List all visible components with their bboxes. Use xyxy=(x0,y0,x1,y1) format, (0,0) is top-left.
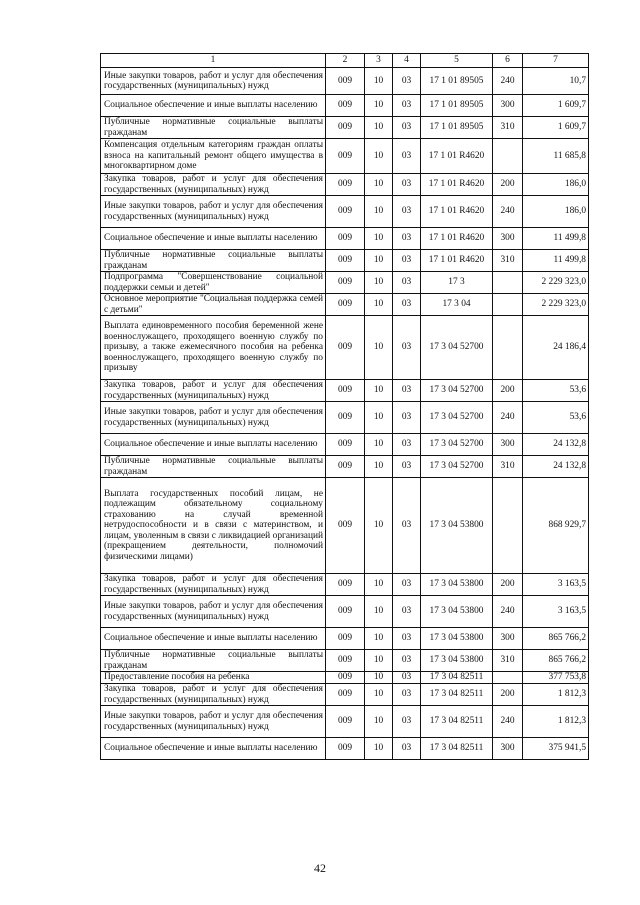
row-subsection-cell: 03 xyxy=(393,738,421,760)
row-grbs-cell: 009 xyxy=(326,68,365,95)
row-subsection-cell: 03 xyxy=(393,574,421,596)
row-expense-type-cell: 310 xyxy=(493,456,523,478)
row-expense-type-cell: 200 xyxy=(493,684,523,706)
row-expense-type-cell: 310 xyxy=(493,650,523,672)
row-section-cell: 10 xyxy=(365,316,393,380)
row-subsection-cell: 03 xyxy=(393,68,421,95)
row-subsection-cell: 03 xyxy=(393,117,421,139)
row-grbs-cell: 009 xyxy=(326,706,365,738)
row-section-cell: 10 xyxy=(365,738,393,760)
table-row xyxy=(101,434,589,456)
row-expense-type-cell: 240 xyxy=(493,402,523,434)
row-grbs-cell: 009 xyxy=(326,574,365,596)
row-expense-type-cell: 300 xyxy=(493,228,523,250)
row-subsection-cell: 03 xyxy=(393,139,421,174)
row-name-cell: Социальное обеспечение и иные выплаты населению xyxy=(101,738,326,760)
column-header: 3 xyxy=(365,54,393,68)
row-amount-cell: 186,0 xyxy=(523,196,589,228)
row-name-cell: Социальное обеспечение и иные выплаты населению xyxy=(101,95,326,117)
row-amount-cell: 1 812,3 xyxy=(523,706,589,738)
row-name-cell: Публичные нормативные социальные выплаты гражданам xyxy=(101,117,326,139)
row-subsection-cell: 03 xyxy=(393,228,421,250)
row-name-cell: Закупка товаров, работ и услуг для обеспечения государственных (муниципальных) нужд xyxy=(101,174,326,196)
table-row xyxy=(101,380,589,402)
row-name-cell: Выплата единовременного пособия беременной жене военнослужащего, проходящего военную службу по призыву, а также ежемесячного пособия на ребенка военнослужащего, проходящего военную службу по призыву xyxy=(101,316,326,380)
row-grbs-cell: 009 xyxy=(326,139,365,174)
column-header: 4 xyxy=(393,54,421,68)
row-grbs-cell: 009 xyxy=(326,272,365,294)
row-amount-cell: 865 766,2 xyxy=(523,650,589,672)
row-subsection-cell: 03 xyxy=(393,380,421,402)
table-row xyxy=(101,294,589,316)
row-target-article-cell: 17 3 04 82511 xyxy=(421,684,493,706)
row-amount-cell: 11 499,8 xyxy=(523,228,589,250)
table-row xyxy=(101,228,589,250)
page-number: 42 xyxy=(314,861,326,875)
row-grbs-cell: 009 xyxy=(326,250,365,272)
row-expense-type-cell xyxy=(493,478,523,574)
row-name-cell: Основное мероприятие "Социальная поддержка семей с детьми" xyxy=(101,294,326,316)
row-name-cell: Подпрограмма "Совершенствование социальной поддержки семьи и детей" xyxy=(101,272,326,294)
row-name-cell: Иные закупки товаров, работ и услуг для обеспечения государственных (муниципальных) нужд xyxy=(101,68,326,95)
row-target-article-cell: 17 1 01 89505 xyxy=(421,68,493,95)
row-section-cell: 10 xyxy=(365,139,393,174)
row-amount-cell: 24 132,8 xyxy=(523,456,589,478)
row-section-cell: 10 xyxy=(365,95,393,117)
row-subsection-cell: 03 xyxy=(393,316,421,380)
row-amount-cell: 24 186,4 xyxy=(523,316,589,380)
row-target-article-cell: 17 3 xyxy=(421,272,493,294)
row-amount-cell: 186,0 xyxy=(523,174,589,196)
row-name-cell: Закупка товаров, работ и услуг для обеспечения государственных (муниципальных) нужд xyxy=(101,380,326,402)
row-name-cell: Предоставление пособия на ребенка xyxy=(101,672,326,684)
row-section-cell: 10 xyxy=(365,250,393,272)
table-row xyxy=(101,316,589,380)
row-expense-type-cell xyxy=(493,672,523,684)
row-target-article-cell: 17 3 04 52700 xyxy=(421,434,493,456)
row-target-article-cell: 17 1 01 R4620 xyxy=(421,174,493,196)
row-grbs-cell: 009 xyxy=(326,684,365,706)
row-expense-type-cell: 300 xyxy=(493,434,523,456)
row-amount-cell: 2 229 323,0 xyxy=(523,294,589,316)
row-name-cell: Социальное обеспечение и иные выплаты населению xyxy=(101,434,326,456)
row-target-article-cell: 17 3 04 52700 xyxy=(421,380,493,402)
row-name-cell: Социальное обеспечение и иные выплаты населению xyxy=(101,228,326,250)
row-grbs-cell: 009 xyxy=(326,316,365,380)
row-section-cell: 10 xyxy=(365,272,393,294)
column-header: 2 xyxy=(326,54,365,68)
row-subsection-cell: 03 xyxy=(393,402,421,434)
row-name-cell: Публичные нормативные социальные выплаты гражданам xyxy=(101,650,326,672)
row-grbs-cell: 009 xyxy=(326,478,365,574)
row-target-article-cell: 17 1 01 R4620 xyxy=(421,139,493,174)
row-amount-cell: 1 812,3 xyxy=(523,684,589,706)
row-subsection-cell: 03 xyxy=(393,272,421,294)
row-subsection-cell: 03 xyxy=(393,250,421,272)
row-name-cell: Публичные нормативные социальные выплаты гражданам xyxy=(101,250,326,272)
row-grbs-cell: 009 xyxy=(326,628,365,650)
row-name-cell: Компенсация отдельным категориям граждан оплаты взноса на капитальный ремонт общего имущества в многоквартирном доме xyxy=(101,139,326,174)
row-amount-cell: 10,7 xyxy=(523,68,589,95)
row-grbs-cell: 009 xyxy=(326,174,365,196)
row-amount-cell: 1 609,7 xyxy=(523,95,589,117)
row-amount-cell: 2 229 323,0 xyxy=(523,272,589,294)
row-subsection-cell: 03 xyxy=(393,95,421,117)
row-expense-type-cell: 310 xyxy=(493,117,523,139)
row-expense-type-cell: 240 xyxy=(493,596,523,628)
row-subsection-cell: 03 xyxy=(393,596,421,628)
row-amount-cell: 375 941,5 xyxy=(523,738,589,760)
row-name-cell: Публичные нормативные социальные выплаты гражданам xyxy=(101,456,326,478)
row-amount-cell: 53,6 xyxy=(523,380,589,402)
row-section-cell: 10 xyxy=(365,196,393,228)
row-subsection-cell: 03 xyxy=(393,294,421,316)
row-grbs-cell: 009 xyxy=(326,456,365,478)
row-target-article-cell: 17 1 01 R4620 xyxy=(421,250,493,272)
row-target-article-cell: 17 3 04 53800 xyxy=(421,574,493,596)
table-row xyxy=(101,672,589,684)
row-subsection-cell: 03 xyxy=(393,628,421,650)
row-expense-type-cell xyxy=(493,139,523,174)
row-section-cell: 10 xyxy=(365,650,393,672)
row-amount-cell: 3 163,5 xyxy=(523,574,589,596)
row-grbs-cell: 009 xyxy=(326,596,365,628)
row-grbs-cell: 009 xyxy=(326,117,365,139)
row-target-article-cell: 17 3 04 53800 xyxy=(421,650,493,672)
row-expense-type-cell: 240 xyxy=(493,196,523,228)
row-target-article-cell: 17 3 04 82511 xyxy=(421,672,493,684)
table-header-row xyxy=(101,54,589,68)
row-expense-type-cell: 300 xyxy=(493,738,523,760)
row-target-article-cell: 17 3 04 52700 xyxy=(421,316,493,380)
row-expense-type-cell: 200 xyxy=(493,174,523,196)
row-expense-type-cell: 300 xyxy=(493,95,523,117)
row-target-article-cell: 17 3 04 53800 xyxy=(421,478,493,574)
row-amount-cell: 1 609,7 xyxy=(523,117,589,139)
row-subsection-cell: 03 xyxy=(393,672,421,684)
table-row xyxy=(101,68,589,95)
row-name-cell: Закупка товаров, работ и услуг для обеспечения государственных (муниципальных) нужд xyxy=(101,574,326,596)
row-section-cell: 10 xyxy=(365,478,393,574)
row-expense-type-cell xyxy=(493,272,523,294)
row-name-cell: Иные закупки товаров, работ и услуг для обеспечения государственных (муниципальных) нужд xyxy=(101,596,326,628)
row-section-cell: 10 xyxy=(365,68,393,95)
row-expense-type-cell: 300 xyxy=(493,628,523,650)
table-row xyxy=(101,706,589,738)
table-row xyxy=(101,574,589,596)
table-row xyxy=(101,684,589,706)
row-grbs-cell: 009 xyxy=(326,380,365,402)
row-amount-cell: 377 753,8 xyxy=(523,672,589,684)
row-amount-cell: 865 766,2 xyxy=(523,628,589,650)
row-amount-cell: 24 132,8 xyxy=(523,434,589,456)
row-amount-cell: 3 163,5 xyxy=(523,596,589,628)
row-section-cell: 10 xyxy=(365,402,393,434)
row-expense-type-cell: 200 xyxy=(493,380,523,402)
row-grbs-cell: 009 xyxy=(326,402,365,434)
row-grbs-cell: 009 xyxy=(326,196,365,228)
column-header: 7 xyxy=(523,54,589,68)
row-expense-type-cell: 200 xyxy=(493,574,523,596)
row-expense-type-cell: 240 xyxy=(493,706,523,738)
row-expense-type-cell: 310 xyxy=(493,250,523,272)
table-row xyxy=(101,650,589,672)
row-subsection-cell: 03 xyxy=(393,196,421,228)
row-section-cell: 10 xyxy=(365,672,393,684)
table-row xyxy=(101,95,589,117)
row-section-cell: 10 xyxy=(365,294,393,316)
row-grbs-cell: 009 xyxy=(326,672,365,684)
table-row xyxy=(101,478,589,574)
row-target-article-cell: 17 3 04 xyxy=(421,294,493,316)
row-target-article-cell: 17 3 04 52700 xyxy=(421,456,493,478)
table-row xyxy=(101,738,589,760)
column-header: 5 xyxy=(421,54,493,68)
table-row xyxy=(101,456,589,478)
row-subsection-cell: 03 xyxy=(393,478,421,574)
table-row xyxy=(101,596,589,628)
row-amount-cell: 11 685,8 xyxy=(523,139,589,174)
row-section-cell: 10 xyxy=(365,706,393,738)
row-subsection-cell: 03 xyxy=(393,174,421,196)
row-name-cell: Иные закупки товаров, работ и услуг для обеспечения государственных (муниципальных) нужд xyxy=(101,402,326,434)
row-section-cell: 10 xyxy=(365,117,393,139)
row-amount-cell: 868 929,7 xyxy=(523,478,589,574)
table-row xyxy=(101,272,589,294)
table-row xyxy=(101,402,589,434)
row-target-article-cell: 17 3 04 53800 xyxy=(421,596,493,628)
row-grbs-cell: 009 xyxy=(326,294,365,316)
table-row xyxy=(101,139,589,174)
table-row xyxy=(101,250,589,272)
row-name-cell: Иные закупки товаров, работ и услуг для обеспечения государственных (муниципальных) нужд xyxy=(101,706,326,738)
row-expense-type-cell xyxy=(493,316,523,380)
row-name-cell: Иные закупки товаров, работ и услуг для обеспечения государственных (муниципальных) нужд xyxy=(101,196,326,228)
table-row xyxy=(101,628,589,650)
row-target-article-cell: 17 1 01 R4620 xyxy=(421,196,493,228)
row-section-cell: 10 xyxy=(365,228,393,250)
row-target-article-cell: 17 3 04 53800 xyxy=(421,628,493,650)
row-expense-type-cell xyxy=(493,294,523,316)
row-subsection-cell: 03 xyxy=(393,684,421,706)
row-section-cell: 10 xyxy=(365,380,393,402)
row-amount-cell: 11 499,8 xyxy=(523,250,589,272)
row-grbs-cell: 009 xyxy=(326,738,365,760)
row-section-cell: 10 xyxy=(365,174,393,196)
row-target-article-cell: 17 1 01 89505 xyxy=(421,117,493,139)
row-subsection-cell: 03 xyxy=(393,650,421,672)
table-row xyxy=(101,117,589,139)
row-subsection-cell: 03 xyxy=(393,706,421,738)
row-target-article-cell: 17 3 04 82511 xyxy=(421,738,493,760)
row-section-cell: 10 xyxy=(365,684,393,706)
row-amount-cell: 53,6 xyxy=(523,402,589,434)
row-name-cell: Закупка товаров, работ и услуг для обеспечения государственных (муниципальных) нужд xyxy=(101,684,326,706)
row-grbs-cell: 009 xyxy=(326,650,365,672)
row-expense-type-cell: 240 xyxy=(493,68,523,95)
row-section-cell: 10 xyxy=(365,574,393,596)
row-subsection-cell: 03 xyxy=(393,434,421,456)
table-row xyxy=(101,174,589,196)
row-grbs-cell: 009 xyxy=(326,95,365,117)
row-section-cell: 10 xyxy=(365,456,393,478)
row-section-cell: 10 xyxy=(365,596,393,628)
row-section-cell: 10 xyxy=(365,434,393,456)
row-target-article-cell: 17 3 04 82511 xyxy=(421,706,493,738)
row-name-cell: Социальное обеспечение и иные выплаты населению xyxy=(101,628,326,650)
budget-table xyxy=(100,53,589,760)
table-row xyxy=(101,196,589,228)
row-subsection-cell: 03 xyxy=(393,456,421,478)
row-section-cell: 10 xyxy=(365,628,393,650)
row-grbs-cell: 009 xyxy=(326,434,365,456)
table-body xyxy=(101,68,589,760)
column-header: 1 xyxy=(101,54,326,68)
column-header: 6 xyxy=(493,54,523,68)
row-target-article-cell: 17 1 01 R4620 xyxy=(421,228,493,250)
row-name-cell: Выплата государственных пособий лицам, не подлежащим обязательному социальному страхованию на случай временной нетрудоспособности и в связи с материнством, и лицам, уволенным в связи с ликвидацией организаций (прекращением деятельности, полномочий физическими лицами) xyxy=(101,478,326,574)
row-grbs-cell: 009 xyxy=(326,228,365,250)
row-target-article-cell: 17 1 01 89505 xyxy=(421,95,493,117)
row-target-article-cell: 17 3 04 52700 xyxy=(421,402,493,434)
